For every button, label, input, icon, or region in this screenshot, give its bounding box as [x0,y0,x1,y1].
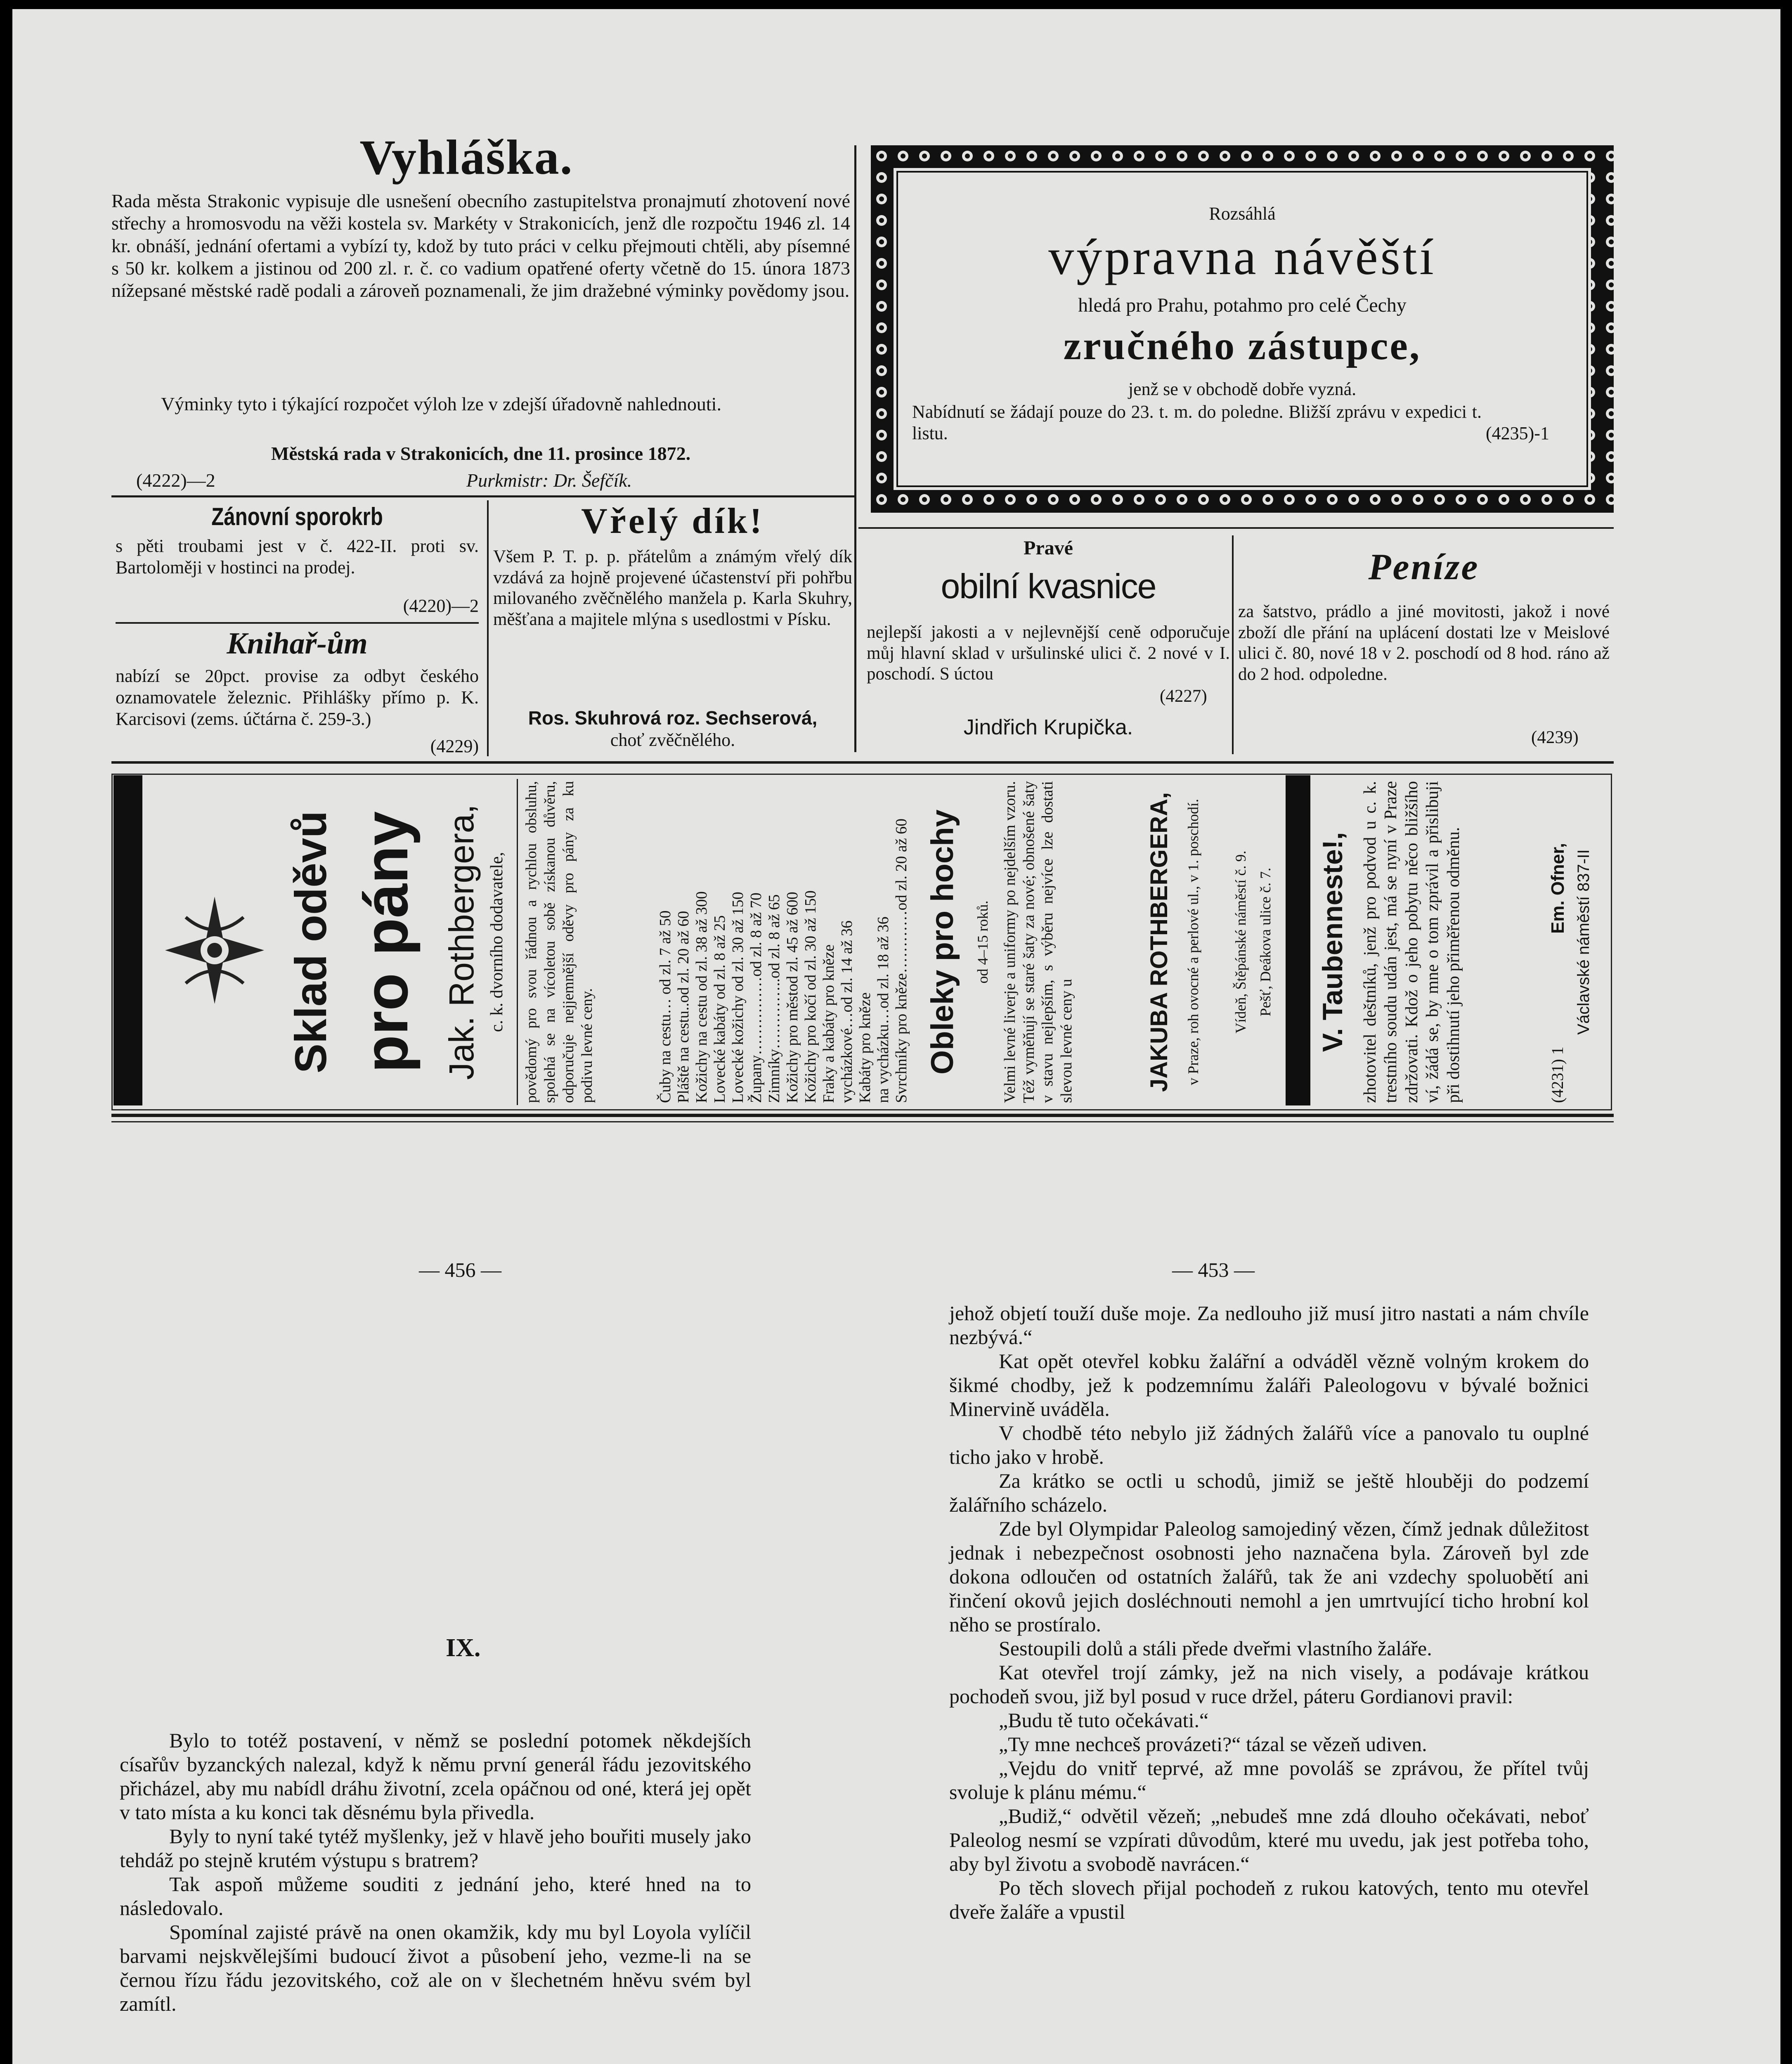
paragraph: „Budu tě tuto očekávati.“ [999,1709,1209,1732]
rotberg-h1: Sklad oděvů [286,810,336,1074]
vypravna-title-2: zručného zástupce, [1063,324,1421,368]
right-column-text [949,1301,1589,1924]
vypravna-line-3: Nabídnutí se žádají pouze do 23. t. m. do poledne. Bližší zprávu v expedici t. listu. [912,402,1482,443]
oblek-body: Velmi levné liverje a uniformy po nejdelším vzoru. Též vyměňují se staré šaty za nové; obnošené šaty v stavu nejlepším, s výběru nejvíce lze dostati slevou levné ceny u [1001,781,1075,1103]
vypravna-small: Rozsáhlá [1209,204,1276,224]
zanovni-title: Zánovní sporokrb [211,503,383,530]
paragraph: Spomínal zajisté právě na onen okamžik, kdy mu byl Loyola vylíčil barvami nejskvělejšími budoucí život a působení jeho, vezme-li na se černou řízu řádu jezovitského, což ale on v šlechetném hněvu svém byl zamítl. [120,1920,751,2015]
rule [1232,535,1234,754]
paragraph: Kat otevřel trojí zámky, jež na nich visely, a podávaje krátkou pochodeň svou, již byl posud v ruce držel, páteru Gordianovi pravil: [949,1661,1589,1708]
vypravna-num: (4235)-1 [1486,423,1549,443]
paragraph: „Budiž,“ odvětil vězeň; „nebudeš mne zdá dlouho očekávati, neboť Paleolog nesmí se vzpírati důvodům, které mu uvedu, jak jest potřeba toho, aby byl životu a svobodě navrácen.“ [949,1804,1589,1875]
zanovni-num: (4220)—2 [403,596,479,616]
paragraph: Bylo to totéž postavení, v němž se poslední potomek někdejších císařův byzanckých nalezal, když k němu první generál řádu jezovitského přicházel, aby mu nabídl dráhu životní, zcela opáčnou od oné, která jej opět v tato místa a ku konci tak děsnému byla přivedla. [120,1729,751,1824]
penize-num: (4239) [1531,728,1579,747]
page-number-left: — 456 — [419,1258,501,1281]
paragraph: jehož objetí touží duše moje. Za nedlouho již musí jitro nastati a nám chvíle nezbývá.“ [949,1302,1589,1349]
price-line: Lovecké kabáty od zl. 8 až 25 [711,915,728,1103]
penize-body: za šatstvo, prádlo a jiné movitosti, jakož i nové zboží dle přání na uplácení dostati lze v Meislové ulici č. 80, nové 18 v 2. poschodí od 8 hod. ráno až do 2 hod. odpoledne. [1238,602,1610,684]
kvasnice-sign: Jindřich Krupička. [963,715,1133,739]
oblek-sub: od 4–15 roků. [974,900,991,984]
vyhlaska-body: Rada města Strakonic vypisuje dle usnešení obecního zastupitelstva pronajmutí zhotovení nové střechy a hromosvodu na věži kostela sv. Markéty v Strakonicích, jenž dle rozpočtu 1946 zl. 14 kr. obnáší, jednání ofertami a vybízí ty, kdož by tuto práci v celku přejmouti chtěli, aby písemné s 50 kr. kolkem a jistinou od 200 zl. r. č. co vadium opatřené oferty včetně do 15. února 1873 nížepsané městské radě podali a zároveň poznamenali, že jim dražebné výminky povědomy jsou. [111,190,850,301]
left-column-text [120,1728,751,2016]
vrely-sign: Ros. Skuhrová roz. Sechserová, [528,707,818,729]
taub-name: Em. Ofner, [1548,843,1568,934]
kvasnice-small: Pravé [1024,537,1073,559]
vypravna-line-1: hledá pro Prahu, potahmo pro celé Čechy [1078,294,1407,316]
kvasnice-num: (4227) [1160,686,1207,706]
rule [858,527,1614,529]
black-bar [113,775,142,1105]
paragraph: Tak aspoň můžeme souditi z jednání jeho, které hned na to následovalo. [120,1872,751,1920]
kvasnice-title: obilní kvasnice [941,567,1156,606]
rule [111,1114,1614,1117]
paragraph: „Ty mne nechceš provázeti?“ tázal se vězeň udiven. [999,1733,1427,1756]
rule [111,1121,1614,1122]
price-list-rotated [656,781,910,1103]
price-list [656,781,920,1103]
vyhlaska-purkmistr: Purkmistr: Dr. Šefčík. [466,470,632,491]
vyhlaska-body-2: Výminky tyto i týkající rozpočet výloh lze v zdejší úřadovně nahlednouti. [161,393,721,414]
vypravna-title: výpravna návěští [1048,229,1436,285]
rule [487,500,489,756]
zanovni-body: s pěti troubami jest v č. 422-II. proti sv. Bartoloměji v hostinci na prodej. [116,536,479,578]
price-line: Kabáty pro kněze [856,992,874,1103]
rotberg-pest: Pešť, Deákova ulice č. 7. [1257,867,1274,1017]
fleuron-icon [161,892,268,1008]
price-line: Svrchníky pro kněze…………od zl. 20 až 60 [893,818,910,1103]
knihar-body: nabízí se 20pct. provise za odbyt českého oznamovatele železnic. Přihlášky přímo p. K. Karcisovi (zems. účtárna č. 259-3.) [116,666,479,729]
black-bar [1286,775,1310,1105]
knihar-title: Knihař-ům [227,627,368,660]
price-line: Čuby na cestu… od zl. 7 až 50 [657,910,674,1103]
rotberg-firm: Jak. Rothbergera, [442,804,481,1080]
rotberg-firm-2: c. k. dvorního dodavatele, [487,852,506,1032]
price-line: Pláště na cestu..od zl. 20 až 60 [675,911,692,1103]
rotberg-vid: Vídeň, Štěpánské náměstí č. 9. [1232,850,1249,1034]
oblek-title: Obleky pro hochy [925,810,960,1075]
taub-title: V. Taubenneste!, [1317,832,1348,1052]
rule [116,622,479,624]
rotberg-h2: pro pány [351,811,421,1073]
jakuba: JAKUBA ROTHBERGERA, [1146,792,1173,1092]
kvasnice-body: nejlepší jakosti a v nejlevnější ceně odporučuje můj hlavní sklad v uršulinské ulici č. 2 nové v I. poschodí. S úctou [867,623,1230,684]
price-line: Župany……………od zl. 8 až 70 [747,892,765,1103]
price-line: vycházkové…od zl. 14 až 36 [838,920,856,1103]
paragraph: Byly to nyní také tytéž myšlenky, jež v hlavě jeho bouřiti musely jako tehdáž po stejně krutém výstupu s bratrem? [120,1825,751,1872]
taub-body: zhotovitel deštníků, jenž pro podvod u c. k. trestního soudu udán jest, má se nyní v Praze zdržovati. Kdož o jeho pobytu něco bližšího ví, žádá se, by mne o tom zprávil a přislibuji při dostihnutí jeho přiměřenou odměnu. [1361,781,1463,1103]
rule [854,145,856,752]
paragraph: Po těch slovech přijal pochodeň z rukou katových, tento mu otevřel dveře žaláře a vpustil [949,1876,1589,1923]
vyhlaska-title: Vyhláška. [359,130,573,185]
vyhlaska-num: (4222)—2 [136,470,215,491]
paragraph: Sestoupili dolů a stáli přede dveřmi vlastního žaláře. [999,1637,1432,1660]
price-line: Kožichy pro kočí od zl. 30 až 150 [802,890,819,1103]
vypravna-line-2: jenž se v obchodě dobře vyzná. [1128,379,1357,399]
rule [517,779,518,1105]
paragraph: Zde byl Olympidar Paleolog samojediný vězen, čímž jednak důležitost jednak i nebezpečnost osobnosti jeho naznačena byla. Zároveň byl zde dokona odloučen od ostatních žalářů, tak že ani vzdechy spoluobětí ani řinčení okovů jejich dosléchnouti nemohl a jen umrtvující ticho hrobní kol něho se prostíralo. [949,1517,1589,1636]
rotberg-addr: v Praze, roh ovocné a perlové ul., v 1. poschodí. [1185,799,1201,1085]
rule [111,495,854,497]
price-line: Kožichy na cestu od zl. 38 až 300 [693,891,710,1103]
vyhlaska-sign: Městská rada v Strakonicích, dne 11. prosince 1872. [271,443,691,464]
taub-num: (4231) 1 [1548,1046,1567,1103]
taub-addr: Václavské náměstí 837-II [1575,849,1593,1035]
price-line: Zimníky…………..od zl. 8 až 65 [766,894,783,1103]
vrely-body: Všem P. T. p. p. přátelům a známým vřelý dík vzdává za hojně projevené účastenství při pohřbu milovaného zvěčnělého manžela p. Karla Skuhry, měšťana a majitele mlýna s usedlostmi v Písku. [493,547,852,630]
penize-title: Peníze [1368,547,1480,587]
chapter-heading: IX. [446,1634,481,1662]
paragraph: „Vejdu do vnitř teprvé, až mne povoláš se zprávou, že přítel tvůj svoluje k plánu mému.“ [949,1756,1589,1804]
price-line: Fraky a kabáty pro kněze [820,944,837,1103]
vrely-title: Vřelý dík! [581,501,764,541]
price-line: na vycházku…od zl. 18 až 36 [875,916,892,1103]
paragraph: Za krátko se octli u schodů, jimiž se ještě hlouběji do podzemí žalářního scházelo. [949,1469,1589,1516]
knihar-num: (4229) [430,736,479,756]
price-line: Kožichy pro městod zl. 45 až 600 [784,892,801,1103]
vrely-sign-2: choť zvěčnělého. [610,730,735,750]
newspaper-page [12,9,1780,2064]
price-line: Lovecké kožichy od zl. 30 až 150 [729,892,747,1103]
page-number-right: — 453 — [1172,1258,1255,1281]
paragraph: V chodbě této nebylo již žádných žalářů více a panovalo tu ouplné ticho jako v hrobě. [949,1421,1589,1468]
rule [111,761,1614,764]
paragraph: Kat opět otevřel kobku žalářní a odváděl vězně volným krokem do šikmé chodby, jež k podzemnímu žaláři Paleologovu v bývalé božnici Minervině uváděla. [949,1349,1589,1420]
rotberg-intro: povědomý pro svou řádnou a rychlou obsluhu, spolehá se na vícoletou sobě získanou důvěru, odporučuje nejjemnější oděvy pro pány za ku podivu levné ceny. [523,781,596,1103]
